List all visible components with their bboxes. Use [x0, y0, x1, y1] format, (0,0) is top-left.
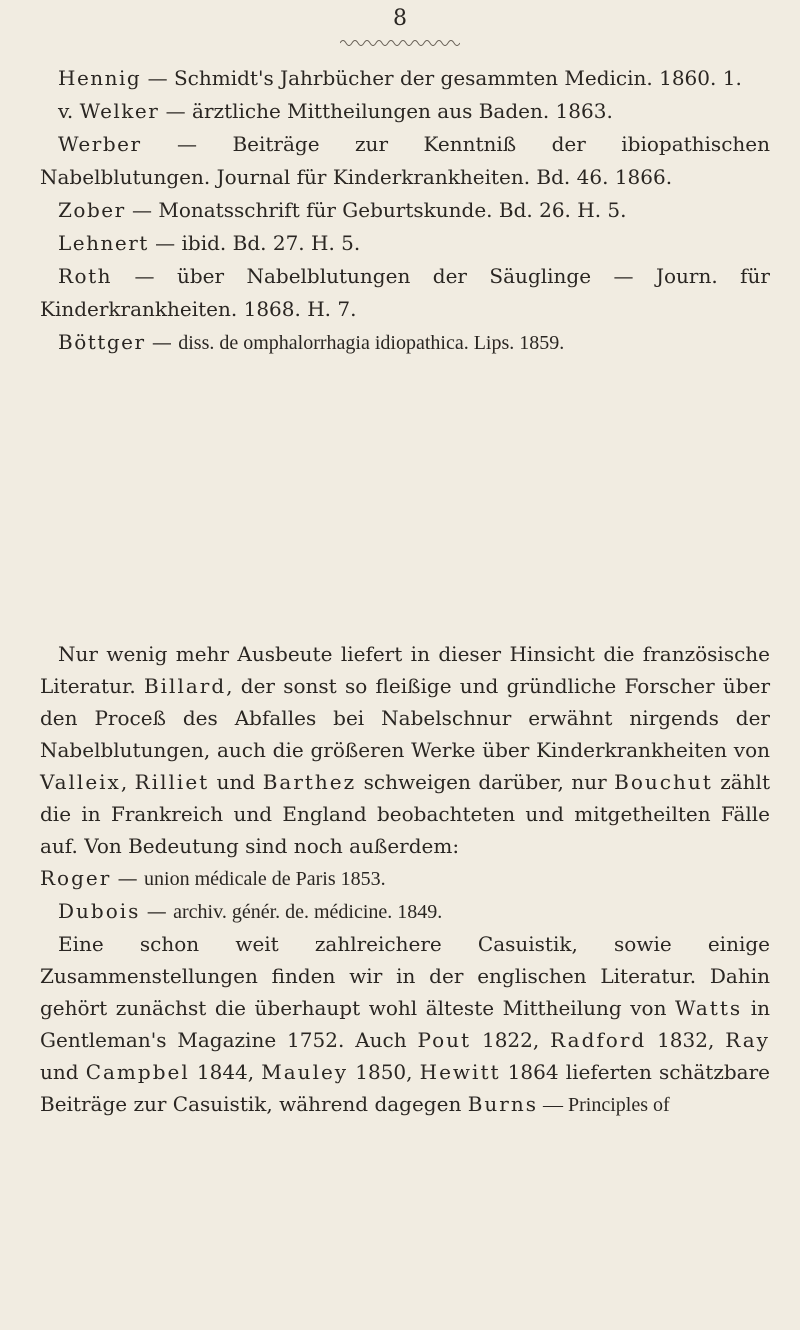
reference-entry: Roger — union médicale de Paris 1853.: [40, 866, 386, 890]
reference-entry: Werber — Beiträge zur Kenntniß der ibiopathischen Nabelblutungen. Journal für Kinderkrankheiten. Bd. 46. 1866.: [40, 132, 770, 189]
author-name: Barthez: [262, 770, 357, 794]
reference-list: [40, 62, 770, 360]
author-name: Ray: [725, 1028, 770, 1052]
reference-text: archiv. génér. de. médicine. 1849.: [173, 901, 443, 923]
reference-author: Roger: [40, 866, 112, 890]
reference-entry: Hennig — Schmidt's Jahrbücher der gesammten Medicin. 1860. 1.: [58, 66, 742, 90]
author-name: Mauley: [261, 1060, 349, 1084]
reference-author: Böttger: [58, 330, 146, 354]
paragraph: Nur wenig mehr Ausbeute liefert in dieser Hinsicht die französische Literatur. Billard, der sonst so fleißige und gründliche Forscher über den Proceß des Abfalles bei Nabelschnur erwähnt nirgends der Nabelblutungen, auch die größeren Werke über Kinderkrankheiten von Valleix, Rilliet und Barthez schweigen darüber, nur Bouchut zählt die in Frankreich und England beobachteten und mitgetheilten Fälle auf. Von Bedeutung sind noch außerdem:: [40, 642, 771, 858]
author-name: Hewitt: [419, 1060, 501, 1084]
reference-entry: Dubois — archiv. génér. de. médicine. 1849.: [58, 899, 443, 923]
reference-entry: Zober — Monatsschrift für Geburtskunde. Bd. 26. H. 5.: [58, 198, 627, 222]
reference-text: ärztliche Mittheilungen aus Baden. 1863.: [192, 99, 613, 123]
reference-entry: v. Welker — ärztliche Mittheilungen aus Baden. 1863.: [58, 99, 613, 123]
reference-entry: Böttger — diss. de omphalorrhagia idiopathica. Lips. 1859.: [58, 330, 565, 354]
reference-text: Monatsschrift für Geburtskunde. Bd. 26. H. 5.: [158, 198, 627, 222]
author-name: Burns: [467, 1092, 538, 1116]
wavy-rule: [340, 38, 460, 48]
reference-author: Lehnert: [58, 231, 149, 255]
author-name: Radford: [550, 1028, 647, 1052]
reference-author: Roth: [58, 264, 113, 288]
reference-author: Dubois: [58, 899, 141, 923]
author-name: Pout: [417, 1028, 472, 1052]
reference-text: Beiträge zur Kenntniß der ibiopathischen Nabelblutungen. Journal für Kinderkrankheiten. Bd. 46. 1866.: [40, 132, 770, 189]
reference-author: Zober: [58, 198, 126, 222]
reference-entry: Roth — über Nabelblutungen der Säuglinge — Journ. für Kinderkrankheiten. 1868. H. 7.: [40, 264, 770, 321]
reference-text: ibid. Bd. 27. H. 5.: [181, 231, 361, 255]
reference-author: Hennig: [58, 66, 142, 90]
author-name: Campbel: [85, 1060, 190, 1084]
author-name: Valleix: [40, 770, 121, 794]
author-name: Watts: [675, 996, 743, 1020]
author-name: Bouchut: [614, 770, 713, 794]
author-name: Rilliet: [134, 770, 210, 794]
reference-author: Werber: [58, 132, 142, 156]
paragraph: Eine schon weit zahlreichere Casuistik, sowie einige Zusammenstellungen finden wir in der englischen Literatur. Dahin gehört zunächst die überhaupt wohl älteste Mittheilung von Watts in Gentleman's Magazine 1752. Auch Pout 1822, Radford 1832, Ray und Campbel 1844, Mauley 1850, Hewitt 1864 lieferten schätzbare Beiträge zur Casuistik, während dagegen Burns — Principles of: [40, 932, 770, 1116]
reference-text: über Nabelblutungen der Säuglinge — Journ. für Kinderkrankheiten. 1868. H. 7.: [40, 264, 770, 321]
author-name: Billard: [143, 674, 227, 698]
reference-author: Welker: [79, 99, 160, 123]
reference-text: union médicale de Paris 1853.: [144, 868, 386, 890]
page-number: 8: [393, 6, 407, 31]
reference-text: Schmidt's Jahrbücher der gesammten Medicin. 1860. 1.: [173, 66, 742, 90]
reference-entry: Lehnert — ibid. Bd. 27. H. 5.: [58, 231, 361, 255]
body-text: [40, 638, 770, 1121]
reference-text: diss. de omphalorrhagia idiopathica. Lips. 1859.: [178, 332, 565, 354]
